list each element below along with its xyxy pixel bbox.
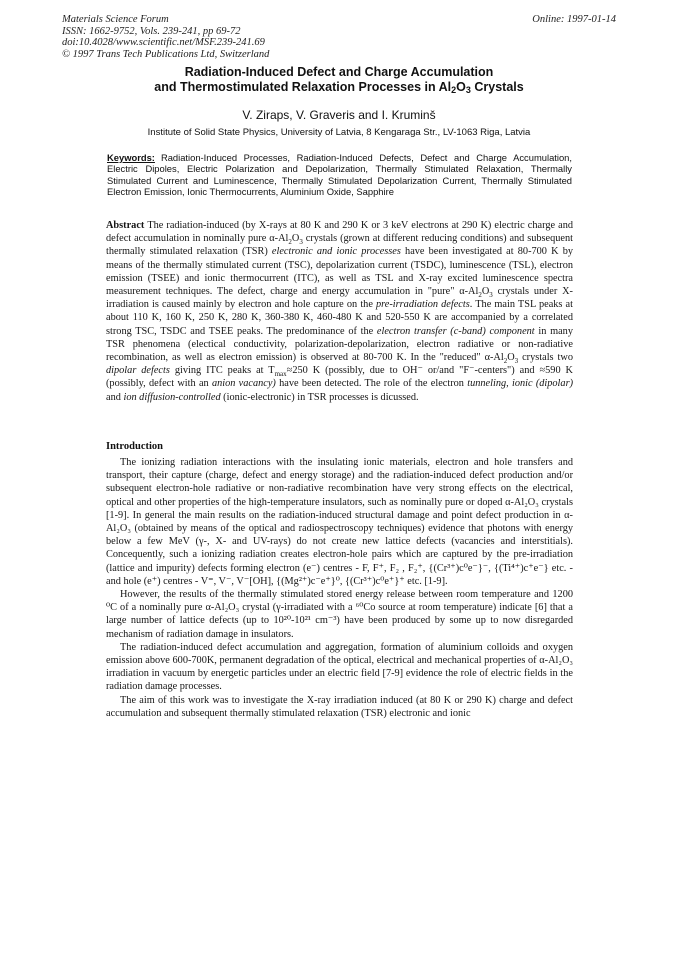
introduction-body: [106, 456, 573, 720]
keywords-block: [107, 152, 572, 198]
journal-name: Materials Science Forum: [62, 14, 169, 25]
issn-line: ISSN: 1662-9752, Vols. 239-241, pp 69-72: [62, 25, 241, 37]
intro-paragraph: The aim of this work was to investigate the X-ray irradiation induced (at 80 K or 290 K) charge and defect accumulation and subsequent thermally stimulated relaxation (TSR) electronic and ionic: [106, 694, 573, 719]
keywords-label: Keywords:: [107, 152, 155, 163]
introduction-heading: Introduction: [106, 441, 163, 452]
copyright-line: © 1997 Trans Tech Publications Ltd, Switzerland: [62, 48, 270, 60]
abstract: Abstract The radiation-induced (by X-rays at 80 K and 290 K or 3 keV electrons at 290 K) electric charge and defect accumulation in nominally pure $\alpha-Al_2O_3$ crystals (grown at different reducing conditions) and subsequent thermally stimulated relaxation (TSR) electronic and ionic processes have been investigated at 80-700 K by means of the thermally stimulated current (TSC), depolarization current (TSDC), luminescence (TSL), electron emission (TSEE) and ionic thermocurrent (ITC), as well as TSL and X-ray excited luminescence spectra measurement techniques. The defect, charge and energy accumulation in "pure" $\alpha-Al_2O_3$ crystals under X-irradiation is caused mainly by electron and hole capture on the pre-irradiation defects. The main TSL peaks at about 110 K, 160 K, 250 K, 280 K, 360-380 K, 460-480 K and 520-550 K are accompanied by a correlated strong TSC, TSDC and TSEE peaks. The predominance of the electron transfer (c-band) component in many TSR phenomena (electical conductivity, polarization-depolarization, electron radiative or non-radiative recombination, as well as electron emission) is observed at 80-700 K. In the "reduced" $\alpha-Al_2O_3$ crystals two dipolar defects giving ITC peaks at $T_{max}\approx 250$ K (possibly, due to OH⁻ or/and "F⁻-centers") and ≈590 K (possibly, defect with an anion vacancy) have been detected. The role of the electron tunneling, ionic (dipolar) and ion diffusion-controlled (ionic-electronic) in TSR processes is dicussed.: [106, 220, 574, 403]
intro-paragraph: However, the results of the thermally stimulated stored energy release between room temperature and 1200 ⁰C of a nominally pure α-Al₂O₃ crystal (γ-irradiated with a ⁶⁰Co source at room temperature) indicate [6] that a large number of lattice defects (up to 10²⁰-10²¹ cm⁻³) have been produced by some up to now disregarded mechanism of radiation damage in insulators.: [106, 589, 573, 640]
abstract-label: Abstract: [106, 220, 145, 231]
author-list: V. Ziraps, V. Graveris and I. Kruminš: [242, 108, 436, 122]
citation-header: [62, 14, 269, 60]
doi-line[interactable]: doi:10.4028/www.scientific.net/MSF.239-241.69: [62, 37, 265, 48]
intro-paragraph: The ionizing radiation interactions with the insulating ionic materials, electron and hole transfers and transport, their capture (charge, defect and energy storage) and the radiation-induced defect production and/or subsequent electron-hole radiative or non-radiative recombination have very strong effects on the electrical, optical and other properties of the high-temperature insulators, such as nominally pure or doped α-Al₂O₃ crystals [1-9]. In general the main results on the radiation-induced structural damage and point defect production in α-Al₂O₃ (obtained by means of the optical and radiospectroscopy techniques) evidence that photons with energy below a few MeV (γ-, X- and UV-rays) do not create new lattice defects (vacancies and interstitials). Concequently, such a ionizing radiation creates electron-hole pairs which are captured by the pre-irradiation (lattice and impurity) defects forming electron (e⁻) centres - F, F⁺, F₂ , F₂⁺, {(Cr³⁺)c⁰e⁻}⁻, {(Ti⁴⁺)c⁺e⁻} etc. - and hole (e⁺) centres - V⁼, V⁻, V⁻[OH], {(Mg²⁺)c⁻e⁺}⁰, {(Cr³⁺)c⁰e⁺}⁺ etc. [1-9].: [106, 457, 573, 587]
intro-paragraph: The radiation-induced defect accumulation and aggregation, formation of aluminium colloids and oxygen emission above 600-700K, permanent degradation of the optical, electrical and mechanical properties of α-Al₂O₃ irradiation in vacuum by energetic particles under an electric field [7-9] evidence the role of electric fields in the radiation damage processes.: [106, 641, 573, 693]
title-line-1: Radiation-Induced Defect and Charge Accumulation: [184, 65, 494, 79]
keywords-text: Radiation-Induced Processes, Radiation-Induced Defects, Defect and Charge Accumulation, Electric Dipoles, Electric Polarization and Depolarization, Thermally Stimulated Relaxation, Thermally Stimulated Current and Luminescence, Thermally Stimulated Depolarization Current, Thermally Stimulated Electron Emission, Ionic Thermocurrents, Aluminium Oxide, Sapphire: [107, 152, 572, 198]
paper-title: [100, 65, 578, 94]
title-line-2: and Thermostimulated Relaxation Processes in $Al_2O_3$ Crystals: [154, 79, 524, 95]
online-date: Online: 1997-01-14: [532, 14, 616, 25]
affiliation: Institute of Solid State Physics, University of Latvia, 8 Kengaraga Str., LV-1063 Riga, Latvia: [147, 127, 531, 138]
